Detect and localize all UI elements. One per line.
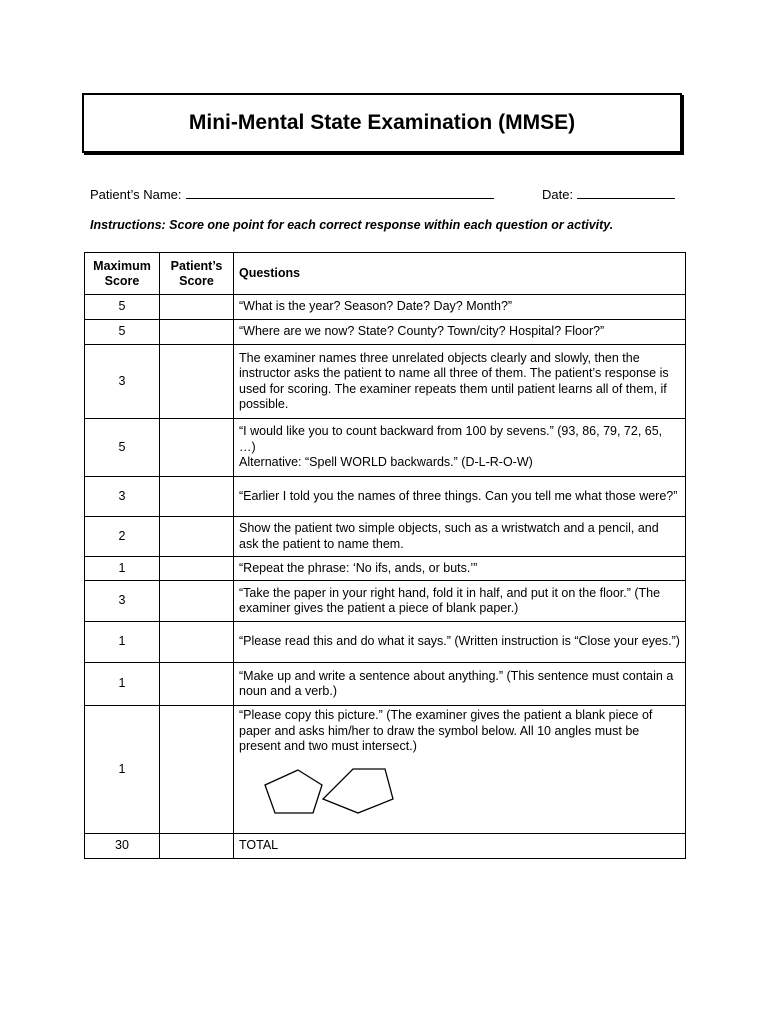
max-score-cell: 3 (85, 581, 160, 622)
max-score-cell: 5 (85, 419, 160, 477)
table-row-total (85, 834, 686, 859)
header-maximum-score (85, 253, 160, 295)
table-row (85, 581, 686, 622)
table-row (85, 477, 686, 517)
question-cell (234, 706, 686, 834)
date-label: Date: (542, 187, 574, 202)
patient-score-total-cell[interactable] (160, 834, 234, 859)
question-text: “I would like you to count backward from 100 by sevens.” (93, 86, 79, 72, 65, …) (239, 424, 663, 454)
max-score-total-cell: 30 (85, 834, 160, 859)
max-score-cell: 1 (85, 622, 160, 663)
patient-score-cell[interactable] (160, 663, 234, 706)
patient-name-row (90, 186, 494, 202)
date-row (542, 186, 675, 202)
max-score-cell: 5 (85, 295, 160, 320)
max-score-cell: 1 (85, 557, 160, 581)
instructions: Instructions: Score one point for each correct response within each question or activity. (90, 218, 614, 232)
patient-score-cell[interactable] (160, 622, 234, 663)
question-alternative: Alternative: “Spell WORLD backwards.” (D-L-R-O-W) (239, 455, 533, 470)
question-cell: “Make up and write a sentence about anything.” (This sentence must contain a noun and a verb.) (234, 663, 686, 706)
table-row (85, 419, 686, 477)
question-cell: Show the patient two simple objects, such as a wristwatch and a pencil, and ask the patient to name them. (234, 517, 686, 557)
question-cell: “Please read this and do what it says.” (Written instruction is “Close your eyes.”) (234, 622, 686, 663)
header-patient-line2: Score (179, 273, 214, 288)
table-row (85, 622, 686, 663)
table-row (85, 345, 686, 419)
max-score-cell: 5 (85, 320, 160, 345)
max-score-cell: 2 (85, 517, 160, 557)
header-max-line1: Maximum (93, 258, 151, 273)
question-cell: “Take the paper in your right hand, fold it in half, and put it on the floor.” (The examiner gives the patient a piece of blank paper.) (234, 581, 686, 622)
table-row (85, 320, 686, 345)
table-header-row (85, 253, 686, 295)
question-cell (234, 419, 686, 477)
max-score-cell: 1 (85, 663, 160, 706)
question-text: “Please copy this picture.” (The examiner gives the patient a blank piece of paper and asks him/her to draw the symbol below. All 10 angles must be present and two must intersect.) (239, 708, 653, 753)
table-row (85, 557, 686, 581)
max-score-cell: 3 (85, 477, 160, 517)
patient-score-cell[interactable] (160, 477, 234, 517)
table-row (85, 706, 686, 834)
patient-name-label: Patient’s Name: (90, 187, 182, 202)
question-cell: “Repeat the phrase: ‘No ifs, ands, or buts.’” (234, 557, 686, 581)
intersecting-pentagons-icon (263, 765, 403, 821)
question-cell: The examiner names three unrelated objects clearly and slowly, then the instructor asks the patient to name all three of them. The patient’s response is used for scoring. The examiner repeats them until patient learns all of them, if possible. (234, 345, 686, 419)
date-field[interactable] (577, 186, 675, 199)
patient-score-cell[interactable] (160, 517, 234, 557)
header-patient-score (160, 253, 234, 295)
page-title: Mini-Mental State Examination (MMSE) (188, 111, 576, 134)
patient-score-cell[interactable] (160, 706, 234, 834)
patient-score-cell[interactable] (160, 557, 234, 581)
header-questions: Questions (234, 253, 686, 295)
header-max-line2: Score (104, 273, 140, 288)
question-cell: “What is the year? Season? Date? Day? Month?” (234, 295, 686, 320)
max-score-cell: 3 (85, 345, 160, 419)
title-box (82, 93, 682, 153)
patient-score-cell[interactable] (160, 345, 234, 419)
table-row (85, 663, 686, 706)
mmse-table (84, 252, 686, 859)
table-row (85, 295, 686, 320)
patient-score-cell[interactable] (160, 581, 234, 622)
patient-score-cell[interactable] (160, 419, 234, 477)
header-patient-line1: Patient’s (170, 258, 223, 273)
table-row (85, 517, 686, 557)
patient-name-field[interactable] (186, 186, 494, 199)
total-label-cell: TOTAL (234, 834, 686, 859)
question-cell: “Earlier I told you the names of three things. Can you tell me what those were?” (234, 477, 686, 517)
max-score-cell: 1 (85, 706, 160, 834)
question-cell: “Where are we now? State? County? Town/city? Hospital? Floor?” (234, 320, 686, 345)
patient-score-cell[interactable] (160, 295, 234, 320)
patient-score-cell[interactable] (160, 320, 234, 345)
